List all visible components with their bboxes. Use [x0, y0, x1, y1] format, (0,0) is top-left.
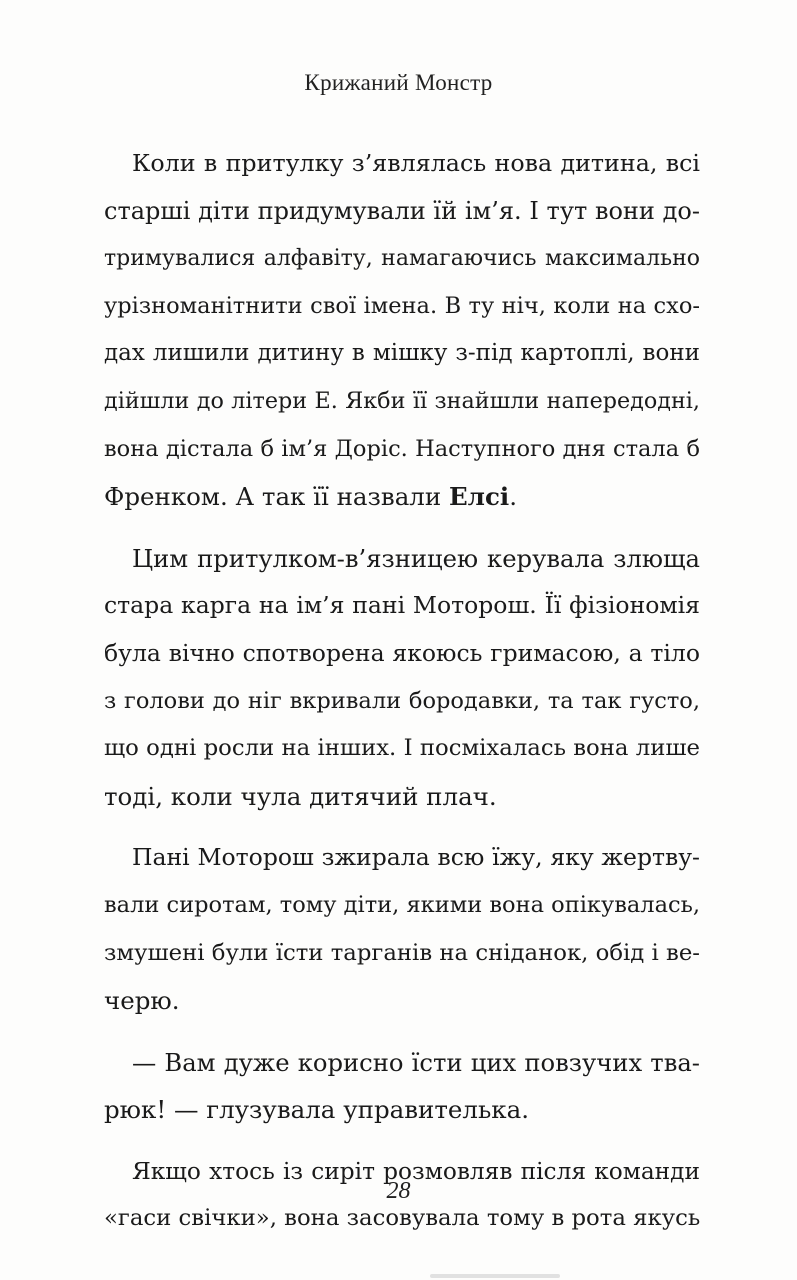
text-line: вали сиротам, тому діти, якими вона опікувалась, — [104, 891, 700, 918]
paragraph-4-dialogue — [104, 1039, 700, 1134]
text-line: Якщо хтось із сиріт розмовляв після команди — [132, 1157, 700, 1185]
text-line: урізноманітнити свої імена. В ту ніч, коли на схо- — [104, 292, 700, 319]
paragraph-1 — [104, 140, 700, 521]
page-number: 28 — [386, 1178, 411, 1204]
paragraph-3 — [104, 834, 700, 1024]
text-line: — Вам дуже корисно їсти цих повзучих тва- — [132, 1047, 700, 1077]
text-line: тоді, коли чула дитячий плач. — [104, 781, 497, 811]
scan-artifact — [430, 1274, 560, 1278]
text-line: старші діти придумували їй ім’я. І тут вони до- — [104, 196, 700, 225]
text-line: тримувалися алфавіту, намагаючись максимально — [104, 246, 700, 272]
text-line: дійшли до літери Е. Якби її знайшли напередодні, — [104, 387, 700, 414]
text-line: дах лишили дитину в мішку з-під картоплі, вони — [104, 340, 700, 367]
text-line: черю. — [104, 986, 180, 1016]
paragraph-2 — [104, 535, 700, 821]
text-line: Пані Моторош зжирала всю їжу, яку жертву- — [132, 843, 700, 872]
text-line: стара карга на ім’я пані Моторош. Її фізіономія — [104, 591, 700, 620]
text-line: з голови до ніг вкривали бородавки, та так густо, — [104, 687, 700, 714]
name-elsie: Елсі — [449, 482, 510, 512]
text-fragment: Френком. А так її назвали — [104, 482, 449, 512]
body-text — [104, 140, 700, 1257]
text-line — [104, 473, 700, 521]
running-head: Крижаний Монстр — [304, 70, 493, 95]
text-line: Цим притулком-в’язницею керувала злюща — [132, 543, 700, 573]
text-line: Коли в притулку з’являлась нова дитина, всі — [132, 149, 700, 177]
text-line: вона дістала б ім’я Доріс. Наступного дня стала б — [104, 435, 700, 462]
text-line: була вічно спотворена якоюсь гримасою, а тіло — [104, 638, 700, 667]
text-line: «гаси свічки», вона засовувала тому в рота якусь — [104, 1205, 701, 1232]
text-line: змушені були їсти тарганів на сніданок, обід і ве- — [104, 939, 700, 966]
text-fragment: . — [509, 482, 517, 512]
text-line: що одні росли на інших. І посміхалась вона лише — [104, 735, 700, 762]
text-line: рюк! — глузувала управителька. — [104, 1095, 530, 1125]
